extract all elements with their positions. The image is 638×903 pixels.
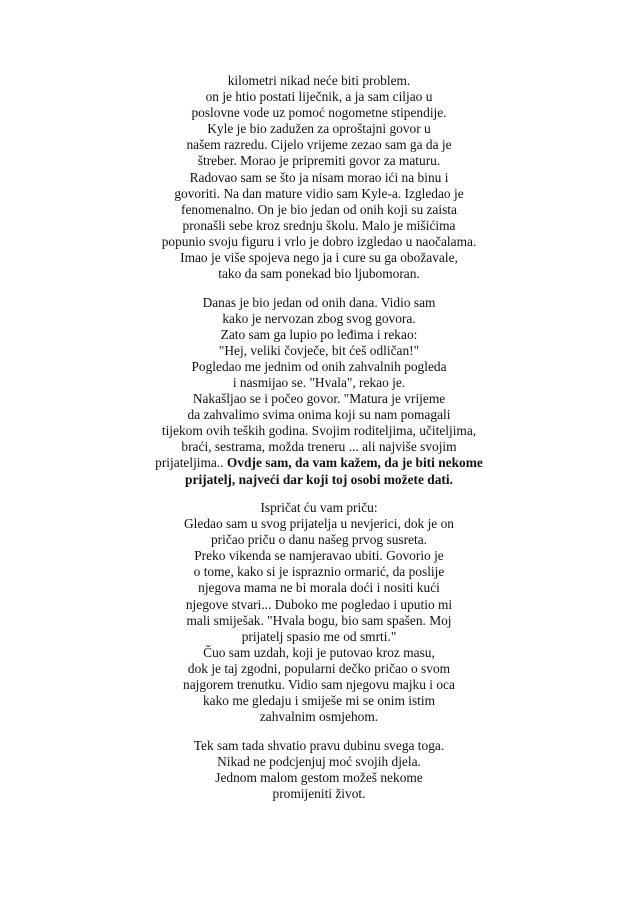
text-segment: pričao priču o danu našeg prvog susreta. (210, 532, 428, 548)
text-line (0, 532, 638, 548)
text-segment: fenomenalno. On je bio jedan od onih koji su zaista (181, 201, 457, 217)
text-segment: govoriti. Na dan mature vidio sam Kyle-a. Izgledao je (174, 185, 464, 201)
text-line (0, 170, 638, 186)
text-line (0, 564, 638, 580)
text-line (0, 738, 638, 754)
text-line (0, 266, 638, 282)
text-segment: Radovao sam se što ja nisam morao ići na binu i (189, 169, 449, 185)
text-segment: Preko vikenda se namjeravao ubiti. Govorio je (194, 548, 444, 564)
text-segment: dok je taj zgodni, popularni dečko pričao o svom (187, 660, 451, 676)
text-line (0, 709, 638, 725)
text-segment: najgorem trenutku. Vidio sam njegovu majku i oca (183, 676, 455, 692)
text-segment: tijekom ovih teških godina. Svojim roditeljima, učiteljima, (161, 423, 477, 439)
text-line (0, 770, 638, 786)
bold-text-segment: prijatelj, najveći dar koji toj osobi možete dati. (185, 471, 453, 487)
text-segment: prijatelj spasio me od smrti." (241, 628, 397, 644)
text-line (0, 439, 638, 455)
text-line (0, 516, 638, 532)
text-segment: Jednom malom gestom možeš nekome (215, 769, 423, 785)
text-line (0, 311, 638, 327)
text-segment: braći, sestrama, možda treneru ... ali najviše svojim (181, 439, 457, 455)
text-segment: Gledao sam u svog prijatelja u nevjerici, dok je on (184, 516, 454, 532)
text-segment: našem razredu. Cijelo vrijeme zezao sam ga da je (186, 137, 452, 153)
text-segment: promijeniti život. (272, 785, 366, 801)
text-segment: on je htio postati liječnik, a ja sam ciljao u (205, 89, 433, 105)
text-segment: i nasmijao se. "Hvala", rekao je. (232, 374, 406, 390)
text-segment: kilometri nikad neće biti problem. (227, 73, 411, 88)
text-line (0, 343, 638, 359)
text-segment: Tek sam tada shvatio pravu dubinu svega toga. (193, 737, 445, 753)
text-line (0, 121, 638, 137)
text-line (0, 407, 638, 423)
text-line (0, 327, 638, 343)
text-segment: prijateljima.. (155, 455, 224, 471)
text-line (0, 455, 638, 471)
text-line (0, 645, 638, 661)
text-line (0, 613, 638, 629)
paragraph (0, 295, 638, 488)
paragraph-gap (0, 282, 638, 294)
text-line (0, 234, 638, 250)
text-segment: štreber. Morao je pripremiti govor za maturu. (197, 153, 441, 169)
text-line (0, 105, 638, 121)
text-line (0, 153, 638, 169)
text-line (0, 423, 638, 439)
text-line (0, 472, 638, 488)
text-segment: Pogledao me jednim od onih zahvalnih pogleda (191, 358, 447, 374)
paragraph-gap (0, 488, 638, 500)
text-segment: mali smiješak. "Hvala bogu, bio sam spašen. Moj (186, 612, 452, 628)
text-line (0, 391, 638, 407)
text-line (0, 786, 638, 802)
text-line (0, 754, 638, 770)
text-segment: Nakašljao se i počeo govor. "Matura je vrijeme (192, 391, 446, 407)
text-line (0, 73, 638, 89)
text-line (0, 677, 638, 693)
text-line (0, 137, 638, 153)
story-text (0, 73, 638, 802)
text-line (0, 597, 638, 613)
text-line (0, 89, 638, 105)
bold-text-segment: Ovdje sam, da vam kažem, da je biti nekome (223, 455, 483, 471)
text-segment: kako je nervozan zbog svog govora. (222, 310, 416, 326)
text-line (0, 250, 638, 266)
text-line (0, 548, 638, 564)
text-segment: Imao je više spojeva nego ja i cure su ga obožavale, (180, 250, 458, 266)
text-segment: pronašli sebe kroz srednju školu. Malo je mišićima (182, 217, 456, 233)
paragraph-gap (0, 725, 638, 737)
text-segment: o tome, kako si je ispraznio ormarić, da poslije (193, 564, 445, 580)
text-segment: tako da sam ponekad bio ljubomoran. (218, 266, 420, 282)
text-segment: "Hej, veliki čovječe, bit ćeš odličan!" (218, 342, 420, 358)
text-segment: da zahvalimo svima onima koji su nam pomagali (187, 407, 451, 423)
text-segment: Čuo sam uzdah, koji je putovao kroz masu, (203, 644, 435, 660)
text-line (0, 202, 638, 218)
text-segment: Danas je bio jedan od onih dana. Vidio sam (202, 294, 436, 310)
text-line (0, 629, 638, 645)
text-segment: Zato sam ga lupio po leđima i rekao: (220, 326, 418, 342)
text-segment: Kyle je bio zadužen za oproštajni govor u (207, 121, 431, 137)
text-line (0, 186, 638, 202)
paragraph (0, 73, 638, 282)
text-line (0, 295, 638, 311)
text-segment: poslovne vode uz pomoć nogometne stipendije. (191, 105, 447, 121)
paragraph (0, 500, 638, 725)
text-segment: Ispričat ću vam priču: (260, 499, 378, 515)
text-segment: zahvalnim osmjehom. (259, 709, 379, 725)
text-line (0, 661, 638, 677)
text-segment: Nikad ne podcjenjuj moć svojih djela. (217, 753, 421, 769)
text-line (0, 218, 638, 234)
text-line (0, 375, 638, 391)
text-line (0, 500, 638, 516)
text-segment: kako me gledaju i smiješe mi se onim istim (202, 693, 436, 709)
text-line (0, 693, 638, 709)
text-line (0, 580, 638, 596)
text-segment: popunio svoju figuru i vrlo je dobro izgledao u naočalama. (161, 233, 477, 249)
text-segment: njegova mama ne bi morala doći i nositi kući (198, 580, 440, 596)
text-line (0, 359, 638, 375)
text-segment: njegove stvari... Duboko me pogledao i uputio mi (185, 596, 453, 612)
paragraph (0, 738, 638, 802)
